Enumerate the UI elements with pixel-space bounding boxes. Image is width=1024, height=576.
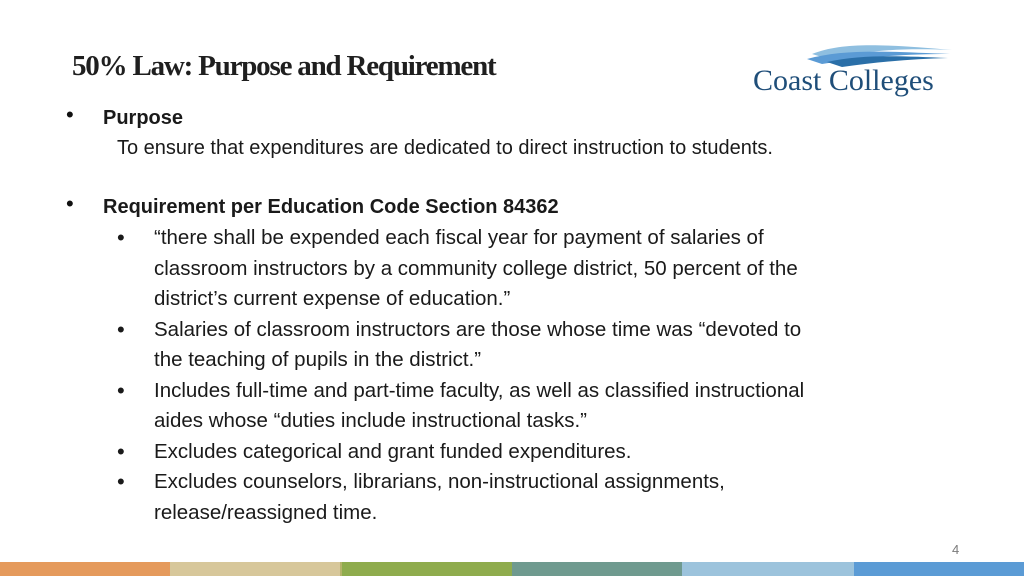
requirement-heading: Requirement per Education Code Section 84362 [103,196,559,218]
page-number: 4 [952,542,960,557]
requirement-list [117,223,917,528]
list-item [117,223,917,315]
purpose-text: To ensure that expenditures are dedicated to direct instruction to students. [117,137,773,159]
list-item-line: Excludes counselors, librarians, non-instructional assignments, [154,470,725,493]
stripe-segment [342,562,512,576]
bullet-dot-icon: • [117,377,125,403]
list-item-line: Salaries of classroom instructors are those whose time was “devoted to [154,317,802,341]
slide-title: 50% Law: Purpose and Requirement [72,50,496,82]
list-item [117,315,917,376]
coast-colleges-logo [752,40,952,102]
list-item [117,437,917,468]
bullet-dot-icon: • [66,191,74,216]
logo-text: Coast Colleges [753,64,934,97]
bullet-dot-icon: • [117,469,125,494]
stripe-segment [170,562,340,576]
bullet-dot-icon: • [117,316,125,342]
list-item-line: classroom instructors by a community college district, 50 percent of the [154,256,798,280]
stripe-segment [0,562,170,576]
stripe-segment [682,562,854,576]
stripe-segment [854,562,1024,576]
list-item-line: district’s current expense of education.” [154,287,511,310]
list-item [117,376,917,437]
stripe-segment [512,562,682,576]
purpose-heading: Purpose [103,107,184,129]
bullet-dot-icon: • [117,438,125,464]
bullet-dot-icon: • [66,102,74,127]
list-item-line: the teaching of pupils in the district.” [154,348,482,371]
list-item-line: Excludes categorical and grant funded expenditures. [154,439,632,463]
list-item-line: “there shall be expended each fiscal year for payment of salaries of [154,226,764,249]
list-item-line: Includes full-time and part-time faculty, as well as classified instructional [154,378,805,402]
list-item-line: aides whose “duties include instructional tasks.” [154,409,587,432]
footer-color-stripe [0,562,1024,576]
bullet-dot-icon: • [117,225,125,250]
list-item-line: release/reassigned time. [154,500,378,524]
list-item [117,467,917,528]
